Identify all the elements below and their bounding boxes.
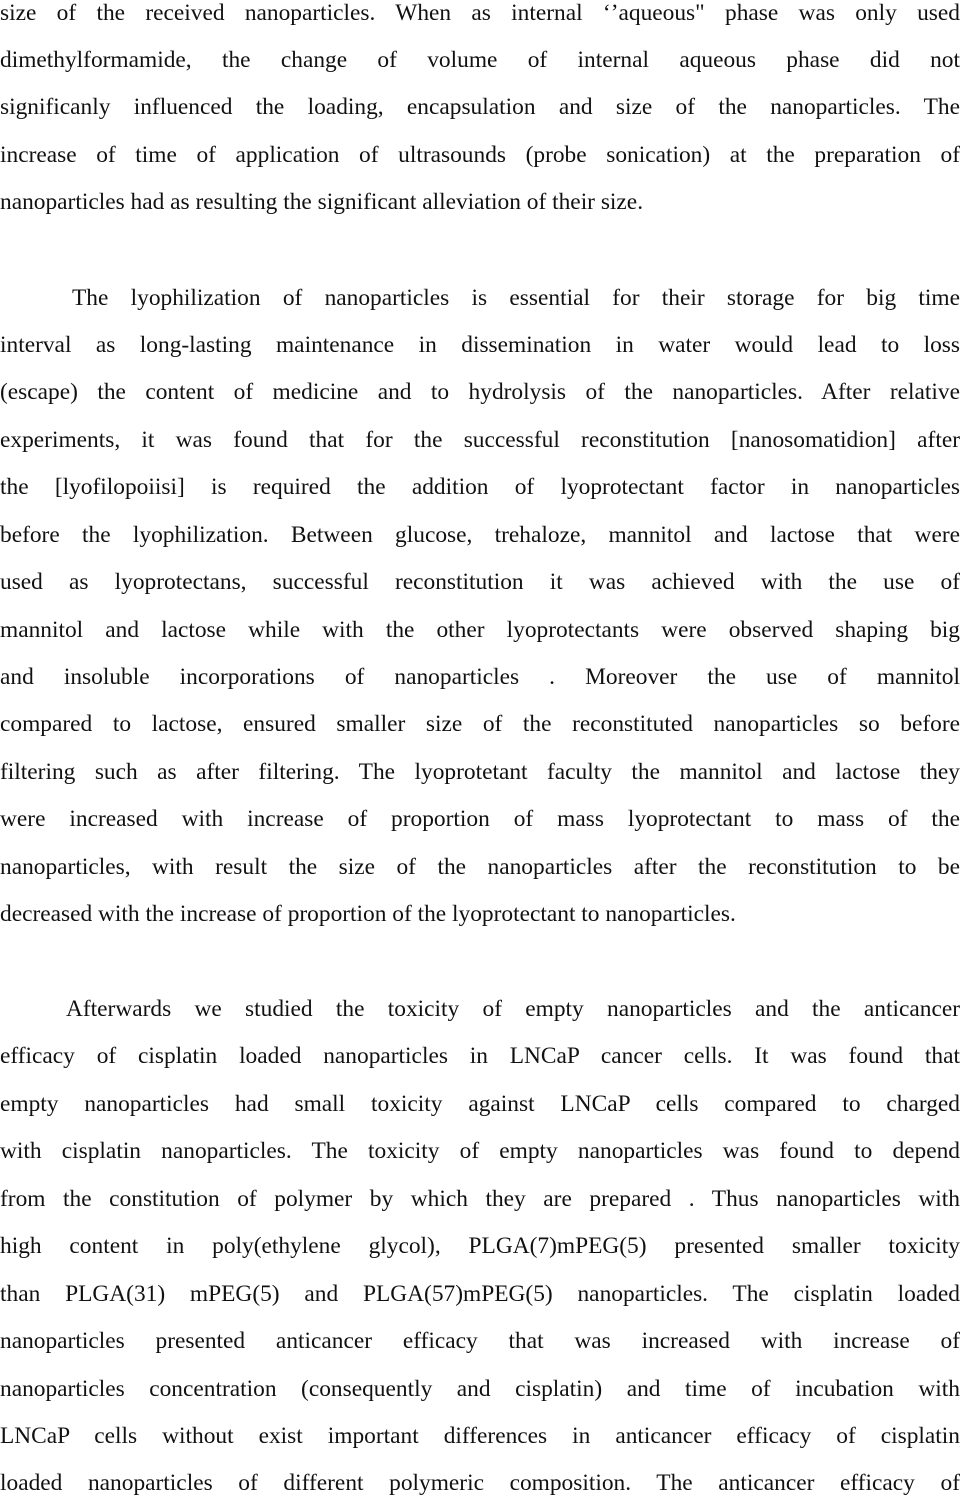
text-line: compared to lactose, ensured smaller size of the reconstituted nanoparticles so before <box>0 711 960 737</box>
text-line: empty nanoparticles had small toxicity against LNCaP cells compared to charged <box>0 1091 960 1117</box>
text-line: nanoparticles, with result the size of the nanoparticles after the reconstitution to be <box>0 854 960 880</box>
text-line: mannitol and lactose while with the other lyoprotectants were observed shaping big <box>0 617 960 643</box>
text-line: LNCaP cells without exist important differences in anticancer efficacy of cisplatin <box>0 1423 960 1449</box>
text-line: loaded nanoparticles of different polymeric composition. The anticancer efficacy of <box>0 1470 960 1496</box>
text-line: increase of time of application of ultrasounds (probe sonication) at the preparation of <box>0 142 960 168</box>
text-line: dimethylformamide, the change of volume of internal aqueous phase did not <box>0 47 960 73</box>
text-line: size of the received nanoparticles. When as internal ‘’aqueous" phase was only used <box>0 0 960 26</box>
text-line: before the lyophilization. Between glucose, trehaloze, mannitol and lactose that were <box>0 522 960 548</box>
text-line: efficacy of cisplatin loaded nanoparticles in LNCaP cancer cells. It was found that <box>0 1043 960 1069</box>
text-line: experiments, it was found that for the successful reconstitution [nanosomatidion] after <box>0 427 960 453</box>
text-line: were increased with increase of proportion of mass lyoprotectant to mass of the <box>0 806 960 832</box>
text-line: with cisplatin nanoparticles. The toxicity of empty nanoparticles was found to depend <box>0 1138 960 1164</box>
text-line: nanoparticles concentration (consequently and cisplatin) and time of incubation with <box>0 1376 960 1402</box>
text-line: used as lyoprotectans, successful reconstitution it was achieved with the use of <box>0 569 960 595</box>
text-line: from the constitution of polymer by which they are prepared . Thus nanoparticles with <box>0 1186 960 1212</box>
text-line: Afterwards we studied the toxicity of empty nanoparticles and the anticancer <box>66 996 960 1022</box>
text-line: and insoluble incorporations of nanoparticles . Moreover the use of mannitol <box>0 664 960 690</box>
text-line: filtering such as after filtering. The lyoprotetant faculty the mannitol and lactose they <box>0 759 960 785</box>
text-line: (escape) the content of medicine and to hydrolysis of the nanoparticles. After relative <box>0 379 960 405</box>
text-line: significanly influenced the loading, encapsulation and size of the nanoparticles. The <box>0 94 960 120</box>
text-line: than PLGA(31) mPEG(5) and PLGA(57)mPEG(5) nanoparticles. The cisplatin loaded <box>0 1281 960 1307</box>
text-line: high content in poly(ethylene glycol), PLGA(7)mPEG(5) presented smaller toxicity <box>0 1233 960 1259</box>
text-line: The lyophilization of nanoparticles is essential for their storage for big time <box>72 285 960 311</box>
text-line: nanoparticles had as resulting the significant alleviation of their size. <box>0 189 644 215</box>
text-line: the [lyofilopoiisi] is required the addition of lyoprotectant factor in nanoparticles <box>0 474 960 500</box>
text-line: nanoparticles presented anticancer efficacy that was increased with increase of <box>0 1328 960 1354</box>
text-line: decreased with the increase of proportion of the lyoprotectant to nanoparticles. <box>0 901 736 927</box>
text-line: interval as long-lasting maintenance in dissemination in water would lead to loss <box>0 332 960 358</box>
